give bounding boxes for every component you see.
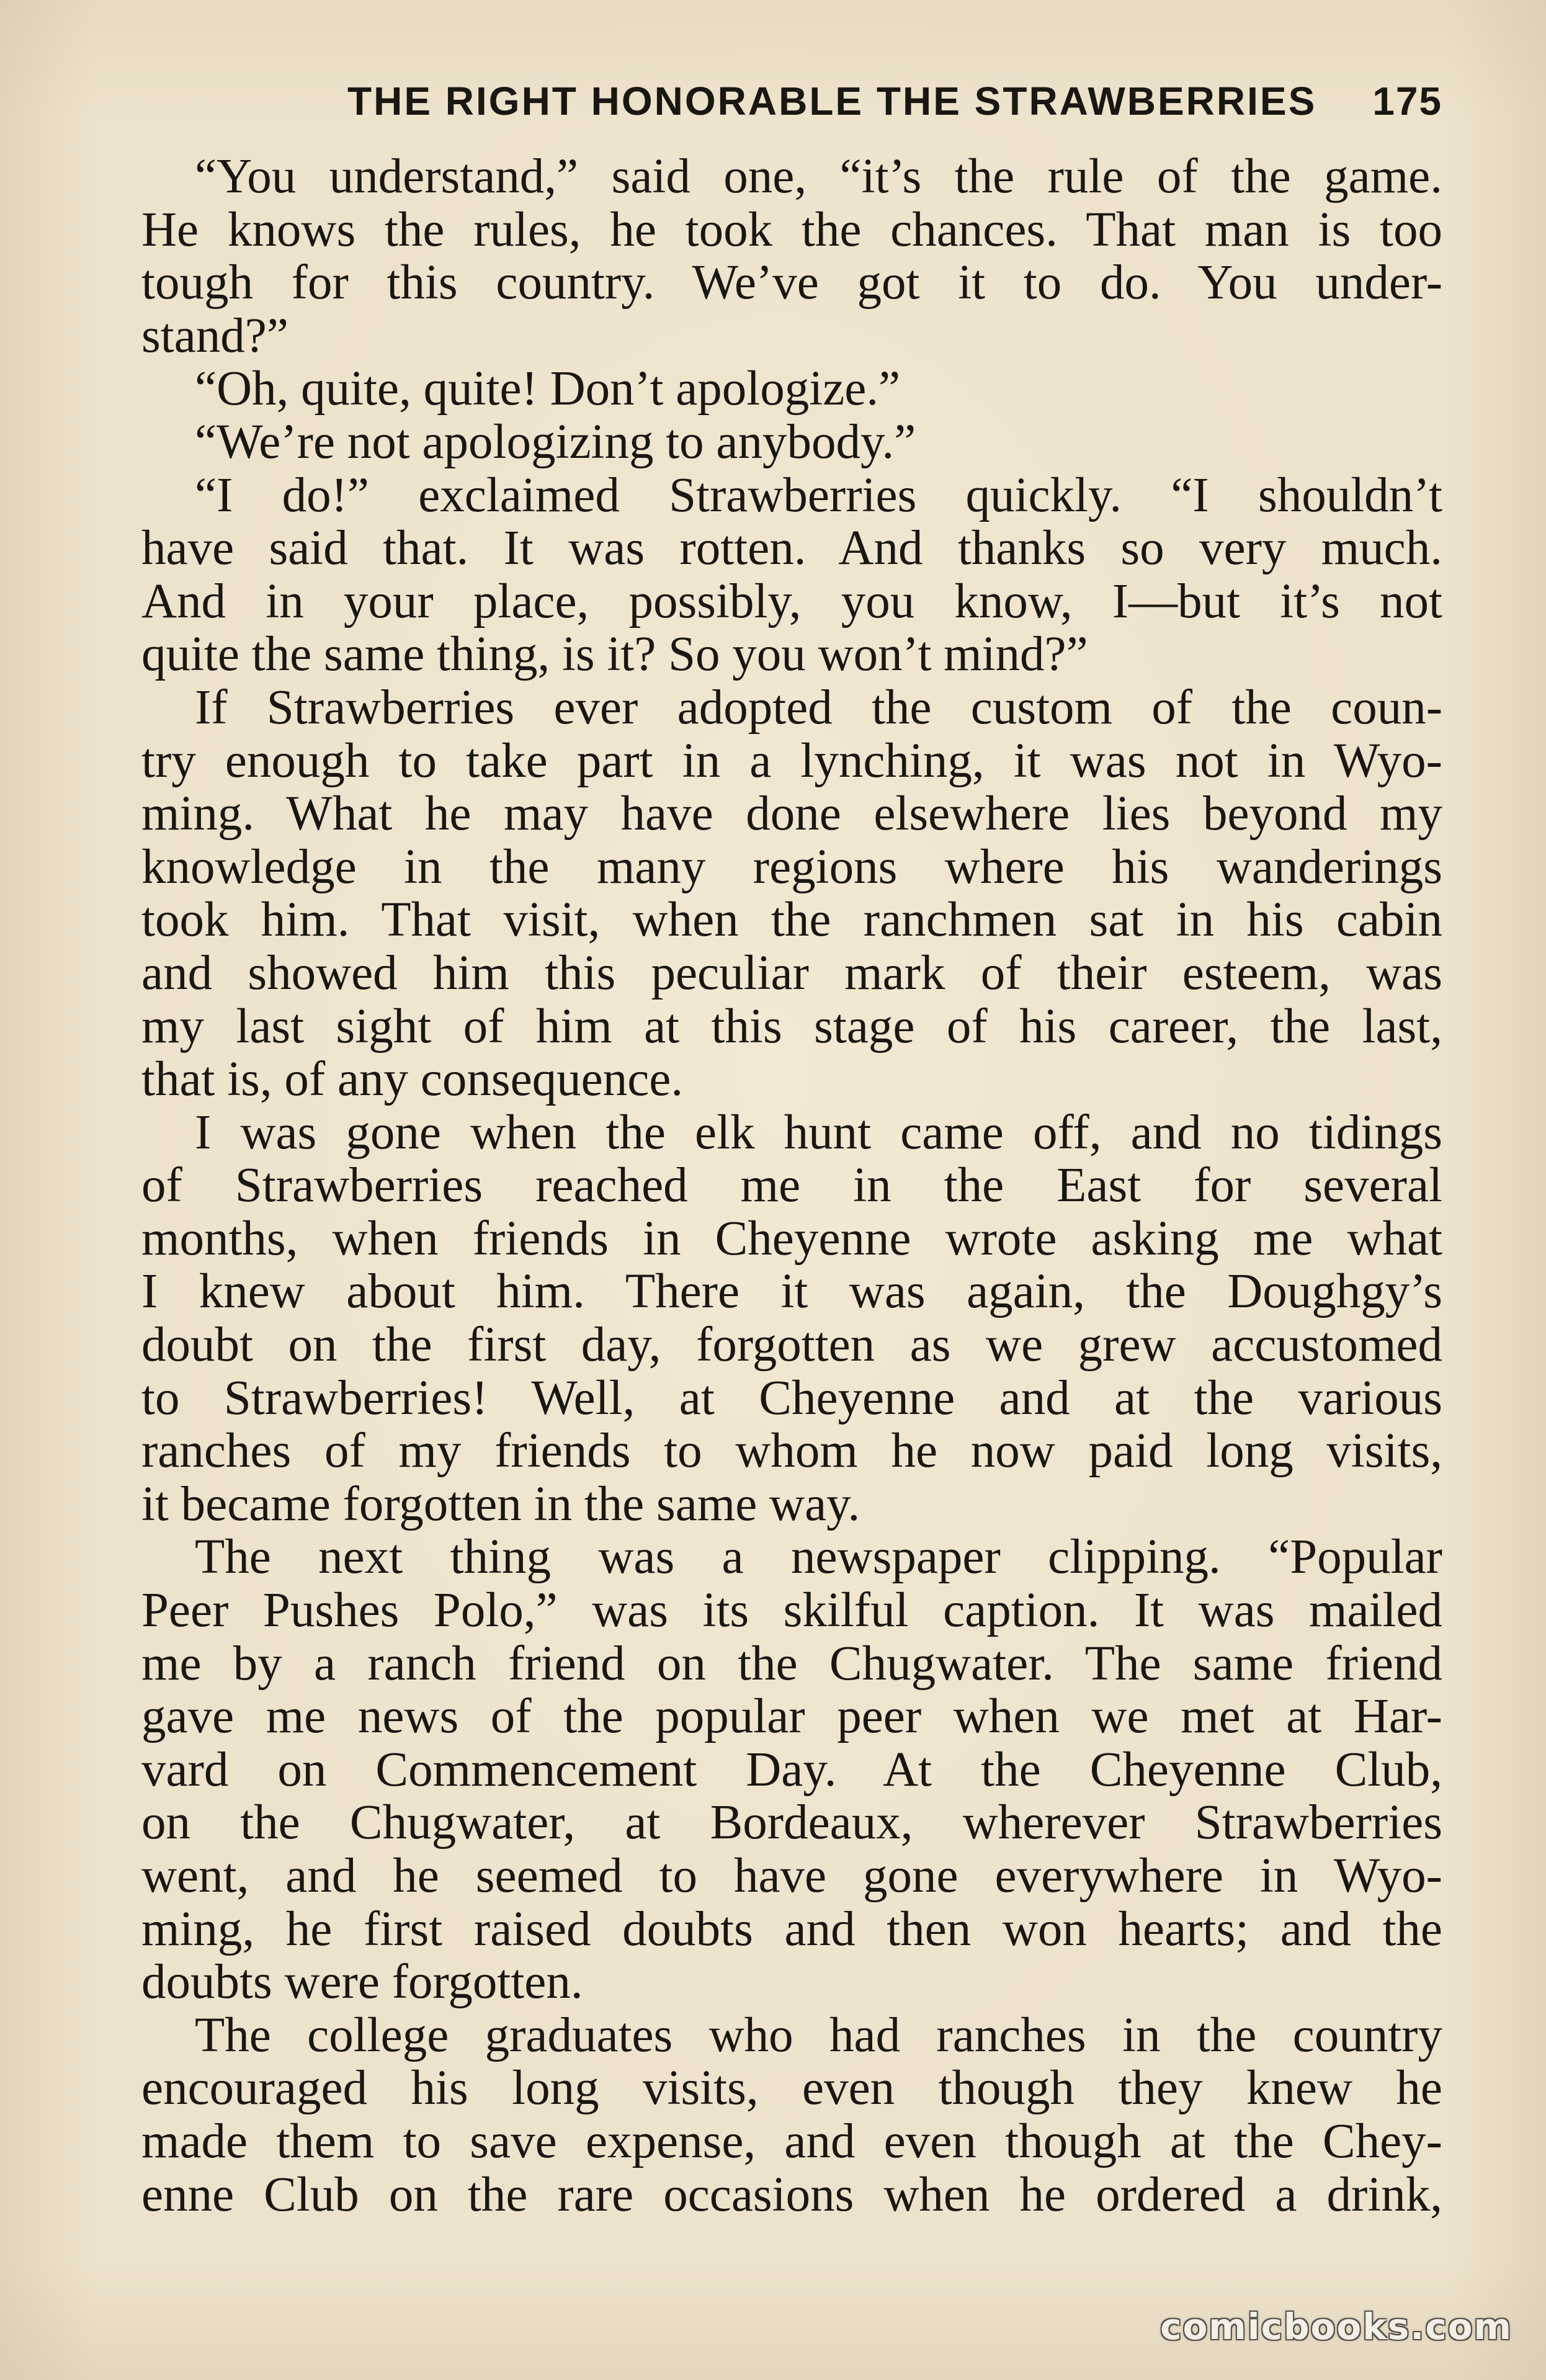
text-line: gave me news of the popular peer when we met at Har- [141, 1690, 1442, 1743]
text-line: And in your place, possibly, you know, I—but it’s not [141, 575, 1442, 629]
text-line: to Strawberries! Well, at Cheyenne and at the various [141, 1371, 1442, 1425]
text-line: vard on Commencement Day. At the Cheyenne Club, [141, 1743, 1442, 1797]
text-line: it became forgotten in the same way. [141, 1477, 860, 1531]
text-line: that is, of any consequence. [141, 1053, 684, 1106]
text-line: I was gone when the elk hunt came off, and no tidings [195, 1106, 1442, 1160]
text-line: tough for this country. We’ve got it to do. You under- [141, 256, 1442, 310]
text-line: “You understand,” said one, “it’s the rule of the game. [195, 150, 1442, 204]
text-line: ranches of my friends to whom he now paid long visits, [141, 1425, 1442, 1478]
text-line: The next thing was a newspaper clipping. “Popular [195, 1531, 1442, 1585]
text-line: If Strawberries ever adopted the custom of the coun- [195, 681, 1442, 735]
text-line: stand?” [141, 309, 288, 363]
watermark-logo: comicbooks.com [1160, 2306, 1512, 2348]
running-title: THE RIGHT HONORABLE THE STRAWBERRIES [347, 79, 1317, 123]
text-line: Peer Pushes Polo,” was its skilful caption. It was mailed [141, 1584, 1442, 1637]
text-line: on the Chugwater, at Bordeaux, wherever Strawberries [141, 1796, 1442, 1850]
text-line: doubts were forgotten. [141, 1956, 583, 2009]
text-line: encouraged his long visits, even though they knew he [141, 2062, 1442, 2115]
text-line: “Oh, quite, quite! Don’t apologize.” [195, 362, 901, 416]
text-line: and showed him this peculiar mark of their esteem, was [141, 946, 1442, 1000]
text-line: “We’re not apologizing to anybody.” [195, 415, 916, 469]
page-number: 175 [1372, 79, 1442, 123]
text-line: of Strawberries reached me in the East for several [141, 1159, 1442, 1212]
text-line: my last sight of him at this stage of his career, the last, [141, 1000, 1442, 1054]
text-line: months, when friends in Cheyenne wrote asking me what [141, 1212, 1442, 1266]
text-line: I knew about him. There it was again, the Doughgy’s [141, 1265, 1442, 1319]
text-line: The college graduates who had ranches in the country [195, 2008, 1442, 2062]
text-line: went, and he seemed to have gone everywhere in Wyo- [141, 1850, 1442, 1903]
text-line: enne Club on the rare occasions when he ordered a drink, [141, 2168, 1442, 2222]
text-line: me by a ranch friend on the Chugwater. The same friend [141, 1637, 1442, 1691]
text-line: knowledge in the many regions where his wanderings [141, 840, 1442, 894]
text-line: try enough to take part in a lynching, it was not in Wyo- [141, 734, 1442, 788]
text-line: doubt on the first day, forgotten as we grew accustomed [141, 1318, 1442, 1372]
text-line: He knows the rules, he took the chances. That man is too [141, 203, 1442, 257]
text-line: have said that. It was rotten. And thanks so very much. [141, 522, 1442, 575]
body-text [141, 150, 1442, 2221]
text-line: made them to save expense, and even though at the Chey- [141, 2114, 1442, 2168]
text-line: “I do!” exclaimed Strawberries quickly. “I shouldn’t [195, 468, 1442, 522]
text-line: quite the same thing, is it? So you won’t mind?” [141, 628, 1088, 681]
text-line: ming, he first raised doubts and then won hearts; and the [141, 1902, 1442, 1956]
text-line: ming. What he may have done elsewhere lies beyond my [141, 787, 1442, 841]
running-header [143, 74, 1442, 130]
text-line: took him. That visit, when the ranchmen sat in his cabin [141, 893, 1442, 947]
